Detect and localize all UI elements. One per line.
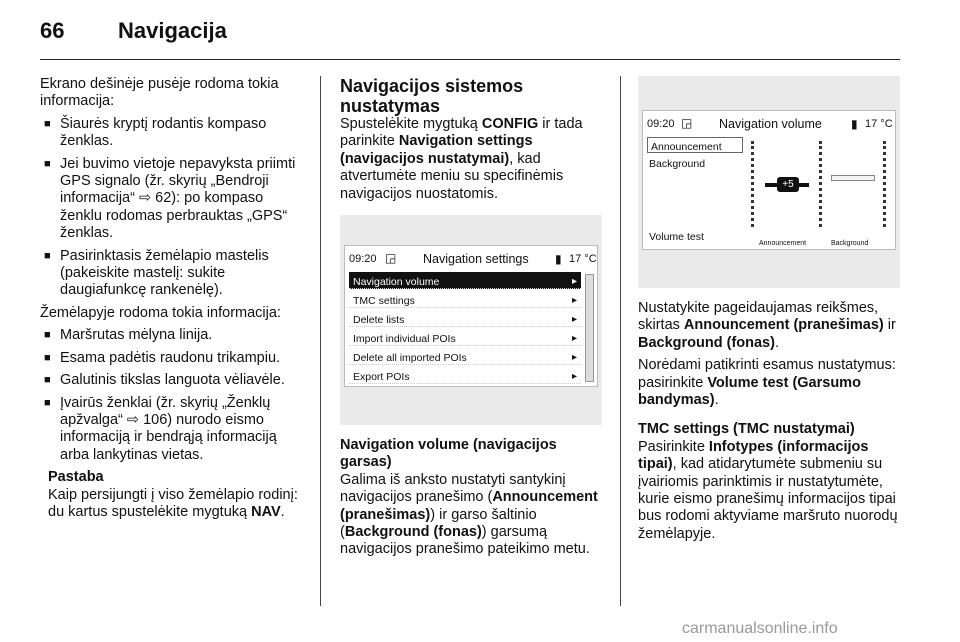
- scale-dots: [751, 141, 755, 227]
- screen-title-bar: [643, 111, 895, 133]
- compass-icon: ◲: [385, 251, 397, 266]
- scale-dots: [819, 141, 823, 227]
- temperature: 17 °C: [865, 118, 893, 130]
- intro-text: Ekrano dešinėje pusėje rodoma tokia informacija:: [40, 76, 279, 110]
- screen-title-bar: [345, 246, 597, 268]
- list-item: ■ Galutinis tikslas languota vėliavėle.: [40, 372, 308, 389]
- note-title: Pastaba: [48, 469, 104, 486]
- screen-title: Navigation settings: [423, 252, 529, 267]
- menu-item-import-pois[interactable]: Import individual POIs ▸: [349, 329, 581, 346]
- scale-dots: [883, 141, 887, 227]
- arrow-icon: ▸: [571, 314, 577, 326]
- subheading: TMC settings (TMC nustatymai): [638, 421, 855, 438]
- list-item: ■ Pasirinktasis žemėlapio mastelis (pakeiskite mastelį: sukite daugiafunkcę rankenėlę).: [40, 248, 308, 300]
- slider-value: +5: [777, 177, 799, 192]
- thermometer-icon: ▮: [851, 117, 858, 131]
- page-number: 66: [40, 18, 65, 43]
- note-text: Kaip persijungti į viso žemėlapio rodinį: du kartus spustelėkite mygtuką NAV.: [48, 486, 298, 520]
- scrollbar[interactable]: [585, 274, 594, 382]
- menu-item-navigation-volume[interactable]: Navigation volume ▸: [349, 272, 581, 289]
- menu-item-volume-test[interactable]: Volume test: [649, 231, 704, 243]
- slider-label: Background: [831, 240, 869, 247]
- arrow-icon: ▸: [571, 352, 577, 364]
- arrow-icon: ▸: [571, 276, 577, 288]
- column-3: [638, 76, 904, 548]
- menu-item-announcement[interactable]: Announcement: [647, 137, 743, 153]
- navigation-settings-screenshot: [340, 215, 602, 425]
- subheading: Navigation volume (navigacijos garsas): [340, 437, 557, 471]
- column-divider: [320, 76, 321, 606]
- watermark: carmanualsonline.info: [682, 620, 838, 637]
- paragraph: Nustatykite pageidaujamas reikšmes, skirtas Announcement (pranešimas) ir Background (fonas).: [638, 300, 896, 351]
- column-divider: [620, 76, 621, 606]
- thermometer-icon: ▮: [555, 252, 562, 267]
- bullet-list-2: [40, 327, 308, 464]
- paragraph: Galima iš anksto nustatyti santykinį navigacijos pranešimo (Announcement (pranešimas)) ir garso šaltinio (Background (fonas)) garsumą navigacijos pranešimo pateikimo metu.: [340, 471, 598, 558]
- list-item: ■ Maršrutas mėlyna linija.: [40, 327, 308, 344]
- column-2: [340, 76, 606, 564]
- compass-icon: ◲: [681, 116, 693, 130]
- list-item: ■ Jei buvimo vietoje nepavyksta priimti GPS signalo (žr. skyrių „Bendroji informacija“ ⇨ 62): po kompaso ženklu rodomas perbrauktas „GPS“ ženklas.: [40, 156, 308, 243]
- menu-item-export-pois[interactable]: Export POIs ▸: [349, 367, 581, 384]
- list-item: ■ Įvairūs ženklai (žr. skyrių „Ženklų apžvalga“ ⇨ 106) nurodo eismo informaciją ir bendrąją informaciją arba lankytinas vietas.: [40, 395, 308, 465]
- screen-title: Navigation volume: [719, 117, 822, 131]
- arrow-icon: ▸: [571, 371, 577, 383]
- settings-screen: [344, 245, 598, 387]
- menu-item-delete-pois[interactable]: Delete all imported POIs ▸: [349, 348, 581, 365]
- arrow-icon: ▸: [571, 333, 577, 345]
- menu-item-tmc-settings[interactable]: TMC settings ▸: [349, 291, 581, 308]
- chapter-title: Navigacija: [118, 18, 227, 43]
- page-header: [40, 18, 900, 60]
- list-item: ■ Šiaurės kryptį rodantis kompaso ženklas.: [40, 116, 308, 151]
- menu-item-background[interactable]: Background: [649, 158, 706, 170]
- clock: 09:20: [647, 118, 675, 130]
- note-block: [48, 469, 308, 521]
- paragraph: Pasirinkite Infotypes (informacijos tipai), kad atidarytumėte submeniu su įvairiomis parinktimis ir nustatytumėte, kurie eismo pranešimų informacijos tipai bus rodomi aktyviame maršruto nuorodų žemėlapyje.: [638, 438, 898, 542]
- map-intro-text: Žemėlapyje rodoma tokia informacija:: [40, 304, 281, 321]
- slider-label: Announcement: [759, 240, 807, 247]
- paragraph: Spustelėkite mygtuką CONFIG ir tada parinkite Navigation settings (navigacijos nustatymai), kad atvertumėte meniu su specifinėmis navigacijos nuostatomis.: [340, 116, 583, 202]
- paragraph: Norėdami patikrinti esamus nustatymus: pasirinkite Volume test (Garsumo bandymas).: [638, 357, 896, 409]
- temperature: 17 °C: [569, 253, 597, 266]
- clock: 09:20: [349, 253, 377, 266]
- volume-screen: [642, 110, 896, 250]
- background-slider[interactable]: [831, 175, 875, 181]
- section-heading: Navigacijos sistemos nustatymas: [340, 76, 524, 116]
- list-item: ■ Esama padėtis raudonu trikampiu.: [40, 350, 308, 367]
- menu-item-delete-lists[interactable]: Delete lists ▸: [349, 310, 581, 327]
- bullet-list-1: [40, 116, 308, 300]
- arrow-icon: ▸: [571, 295, 577, 307]
- navigation-volume-screenshot: [638, 76, 900, 288]
- column-1: [40, 76, 308, 521]
